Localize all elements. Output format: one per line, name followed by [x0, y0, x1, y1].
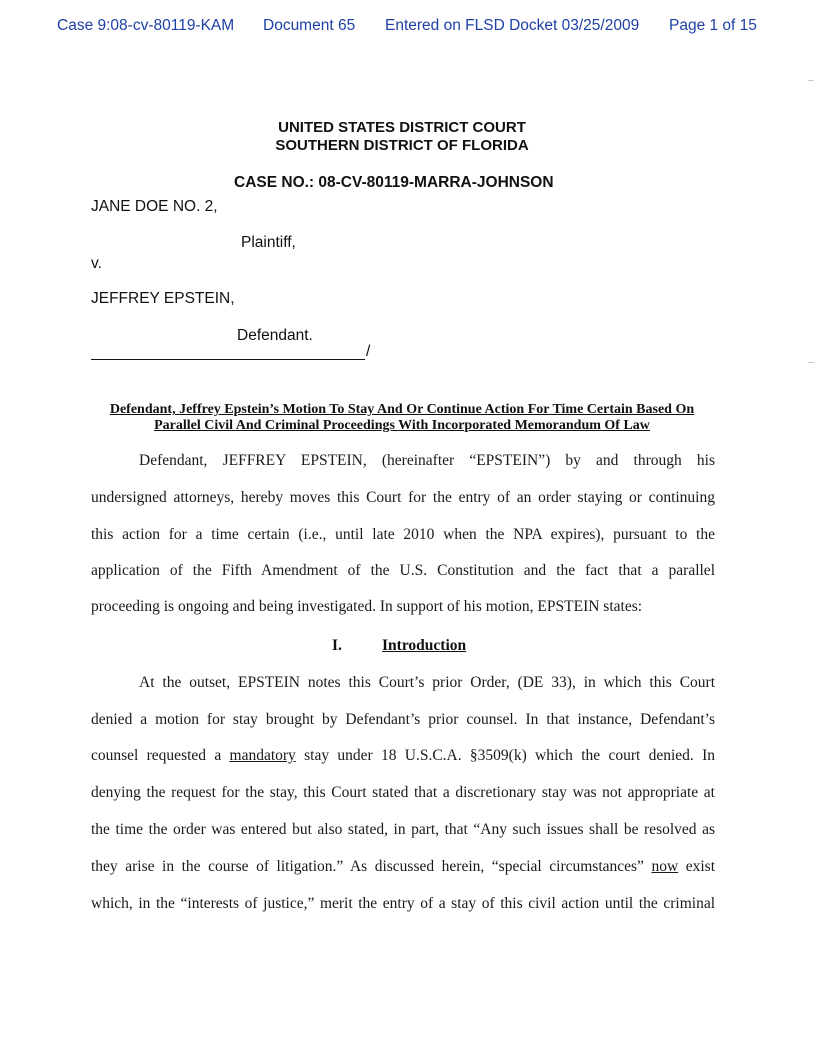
motion-title	[86, 402, 718, 434]
court-name: UNITED STATES DISTRICT COURT	[278, 119, 526, 136]
docket-document-number: Document 65	[263, 17, 356, 34]
paragraph-1-line: undersigned attorneys, hereby moves this Court for the entry of an order staying or continuing	[91, 489, 715, 506]
caption-rule	[91, 359, 365, 360]
motion-title-line-1: Defendant, Jeffrey Epstein’s Motion To Stay And Or Continue Action For Time Certain Based On	[109, 402, 695, 417]
plaintiff-name: JANE DOE NO. 2,	[91, 198, 218, 215]
docket-case-number: Case 9:08-cv-80119-KAM	[57, 17, 235, 34]
motion-title-line-2: Parallel Civil And Criminal Proceedings With Incorporated Memorandum Of Law	[154, 418, 650, 433]
paragraph-2-line: denying the request for the stay, this Court stated that a discretionary stay was not appropriate at	[91, 784, 715, 801]
paragraph-1-line: application of the Fifth Amendment of the U.S. Constitution and the fact that a parallel	[91, 562, 715, 579]
versus: v.	[91, 255, 102, 272]
emphasis-now: now	[651, 858, 679, 875]
section-number: I.	[332, 637, 342, 654]
margin-mark	[808, 80, 814, 81]
text-run: they arise in the course of litigation.” As discussed herein, “special circumstances”	[91, 858, 652, 875]
case-number: CASE NO.: 08-CV-80119-MARRA-JOHNSON	[234, 174, 554, 191]
docket-entered-date: Entered on FLSD Docket 03/25/2009	[385, 17, 640, 34]
court-district: SOUTHERN DISTRICT OF FLORIDA	[275, 137, 529, 154]
section-title: Introduction	[382, 637, 467, 654]
docket-page-number: Page 1 of 15	[669, 17, 757, 34]
paragraph-2-line: denied a motion for stay brought by Defendant’s prior counsel. In that instance, Defendant’s	[91, 711, 715, 728]
paragraph-1-line: proceeding is ongoing and being investigated. In support of his motion, EPSTEIN states:	[91, 598, 643, 615]
paragraph-2-line: the time the order was entered but also stated, in part, that “Any such issues shall be resolved as	[91, 821, 715, 838]
defendant-name: JEFFREY EPSTEIN,	[91, 290, 235, 307]
margin-mark	[808, 362, 814, 363]
caption-slash: /	[366, 343, 371, 360]
paragraph-1-line: this action for a time certain (i.e., until late 2010 when the NPA expires), pursuant to the	[91, 526, 715, 543]
plaintiff-role: Plaintiff,	[241, 234, 296, 251]
section-heading	[332, 637, 466, 655]
text-run: counsel requested a	[91, 747, 230, 764]
text-run: stay under 18 U.S.C.A. §3509(k) which the court denied. In	[295, 747, 715, 764]
paragraph-1-line: Defendant, JEFFREY EPSTEIN, (hereinafter “EPSTEIN”) by and through his	[139, 452, 715, 469]
emphasis-mandatory: mandatory	[229, 747, 296, 764]
text-run: exist	[678, 858, 716, 875]
paragraph-2-line	[91, 747, 715, 765]
defendant-role: Defendant.	[237, 327, 313, 344]
paragraph-2-line: At the outset, EPSTEIN notes this Court’s prior Order, (DE 33), in which this Court	[139, 674, 715, 691]
paragraph-2-line: which, in the “interests of justice,” merit the entry of a stay of this civil action until the criminal	[91, 895, 715, 912]
paragraph-2-line	[91, 858, 715, 876]
